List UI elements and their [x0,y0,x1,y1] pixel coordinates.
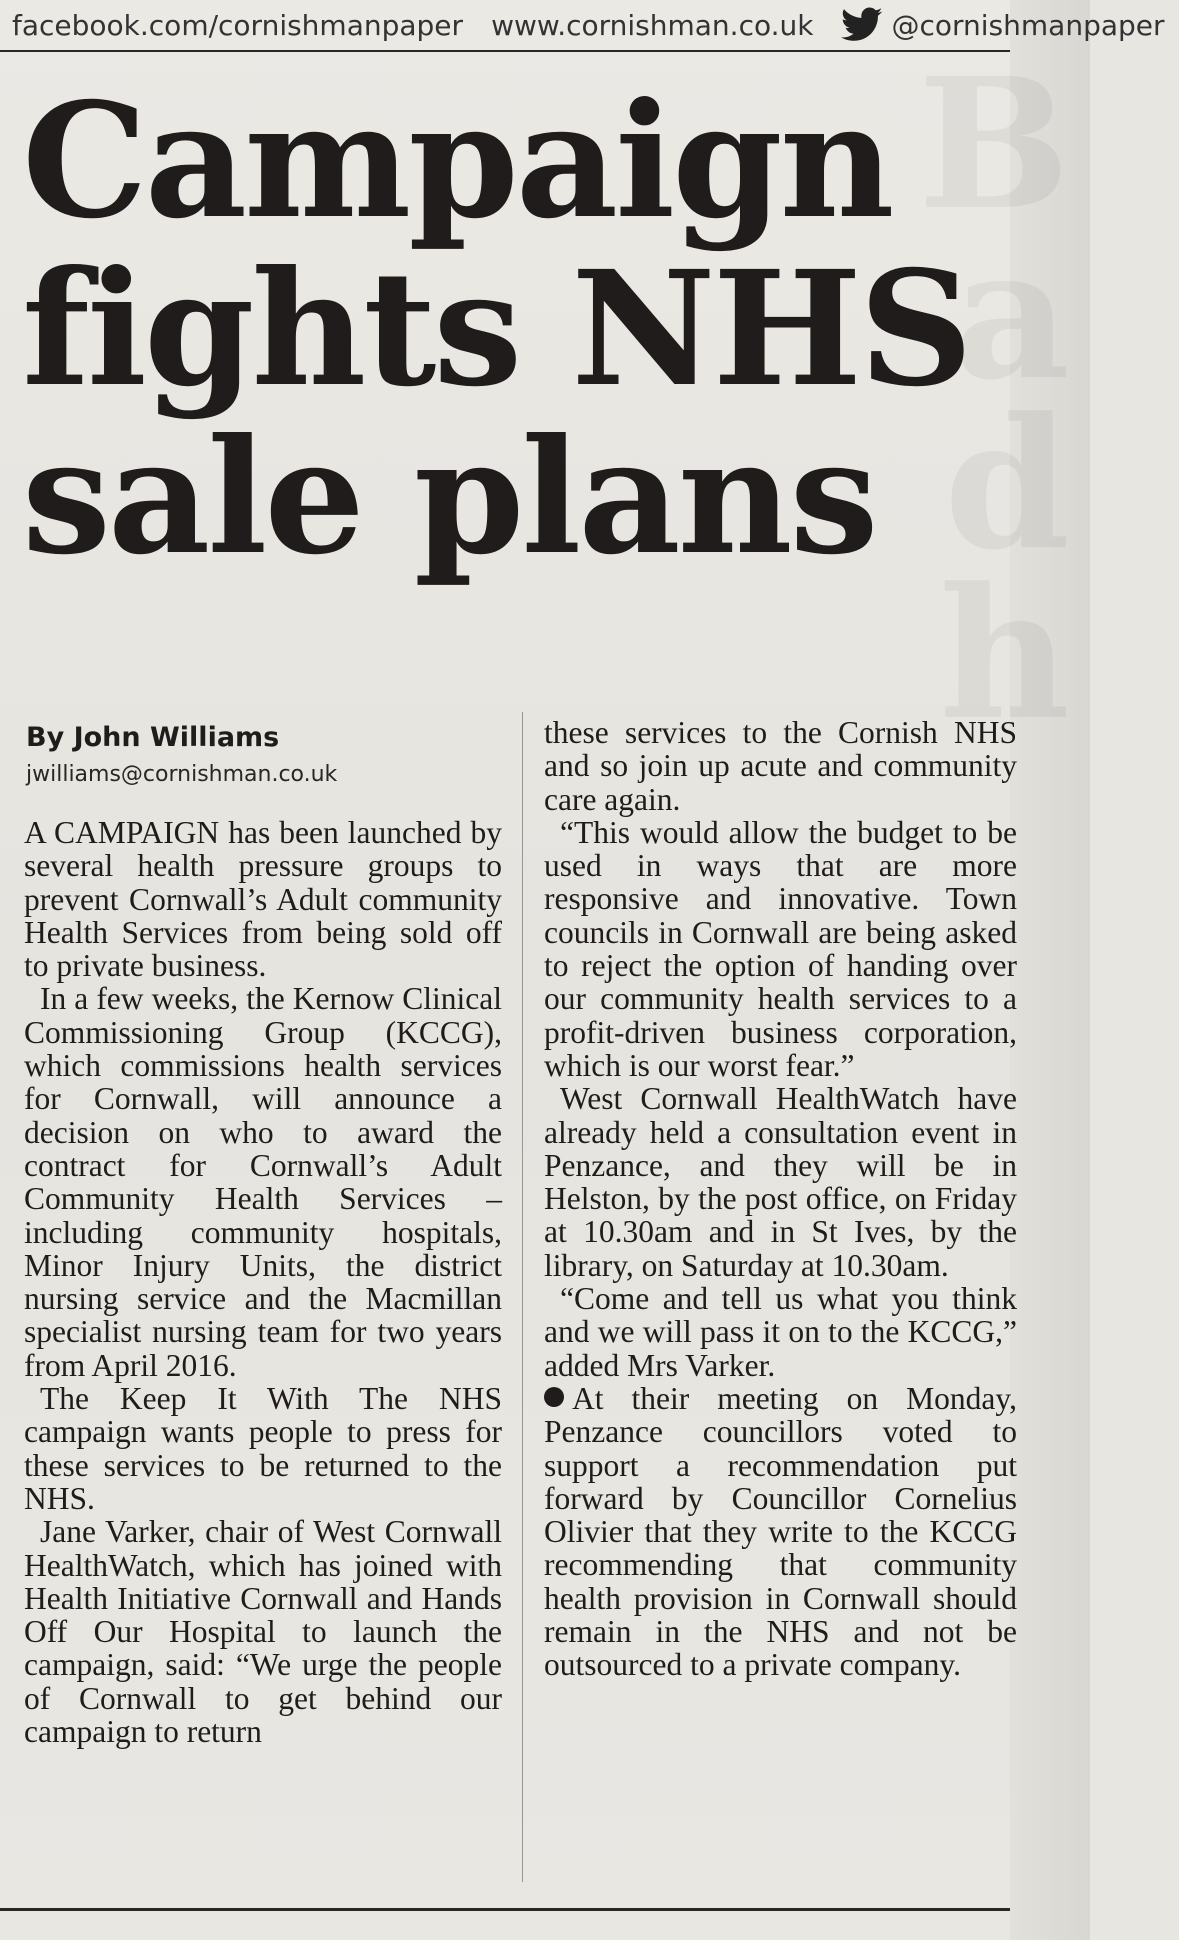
headline-line: sale plans [22,405,876,590]
paragraph: “This would allow the budget to be used in ways that are more responsive and innovative. Town councils in Cornwall are being asked to reject the option of handing over our community health services to a profit-driven business corporation, which is our worst fear.” [544,814,1017,1083]
bullet-text: At their meeting on Monday, Penzance councillors voted to support a recommendation put forward by Councillor Cornelius Olivier that they write to the KCCG recommending that community health provision in Cornwall should remain in the NHS and not be outsourced to a private company. [544,1380,1017,1683]
bottom-rule [0,1908,1010,1911]
bullet-icon [544,1387,564,1407]
paragraph: West Cornwall HealthWatch have already held a consultation event in Penzance, and they will be in Helston, by the post office, on Friday at 10.30am and in St Ives, by the library, on Saturday at 10.30am. [544,1081,1017,1283]
column-divider [522,712,523,1882]
headline-line: fights NHS [22,237,971,422]
paragraph: A CAMPAIGN has been launched by several health pressure groups to prevent Cornwall’s Adult community Health Services from being sold off to private business. [24,815,502,984]
facebook-link: facebook.com/cornishmanpaper [12,8,464,42]
bullet-paragraph [544,1382,1017,1682]
paragraph: The Keep It With The NHS campaign wants people to press for these services to be returned to the NHS. [24,1381,502,1516]
paragraph: Jane Varker, chair of West Cornwall HealthWatch, which has joined with Health Initiative Cornwall and Hands Off Our Hospital to launch the campaign, said: “We urge the people of Cornwall to get behind our campaign to return [24,1514,502,1750]
paragraph: In a few weeks, the Kernow Clinical Commissioning Group (KCCG), which commissions health services for Cornwall, will announce a decision on who to award the contract for Cornwall’s Adult Community Health Services – including community hospitals, Minor Injury Units, the district nursing service and the Macmillan specialist nursing team for two years from April 2016. [24,981,502,1383]
page-edge [1010,0,1090,1940]
twitter-handle: @cornishmanpaper [891,8,1165,42]
paragraph: “Come and tell us what you think and we will pass it on to the KCCG,” added Mrs Varker. [544,1281,1017,1383]
website-link: www.cornishman.co.uk [491,8,814,42]
paragraph: these services to the Cornish NHS and so join up acute and community care again. [544,715,1017,817]
article-column-right [544,716,1017,1682]
byline: By John Williams [26,722,280,753]
twitter-bird-icon [841,7,883,43]
article-column-left [24,816,502,1748]
masthead-bar [0,0,1165,52]
twitter-group [827,3,1178,47]
headline [22,69,1002,590]
headline-line: Campaign [22,69,892,254]
author-email: jwilliams@cornishman.co.uk [26,762,338,787]
show-through-texture: B d h [917,39,1070,760]
